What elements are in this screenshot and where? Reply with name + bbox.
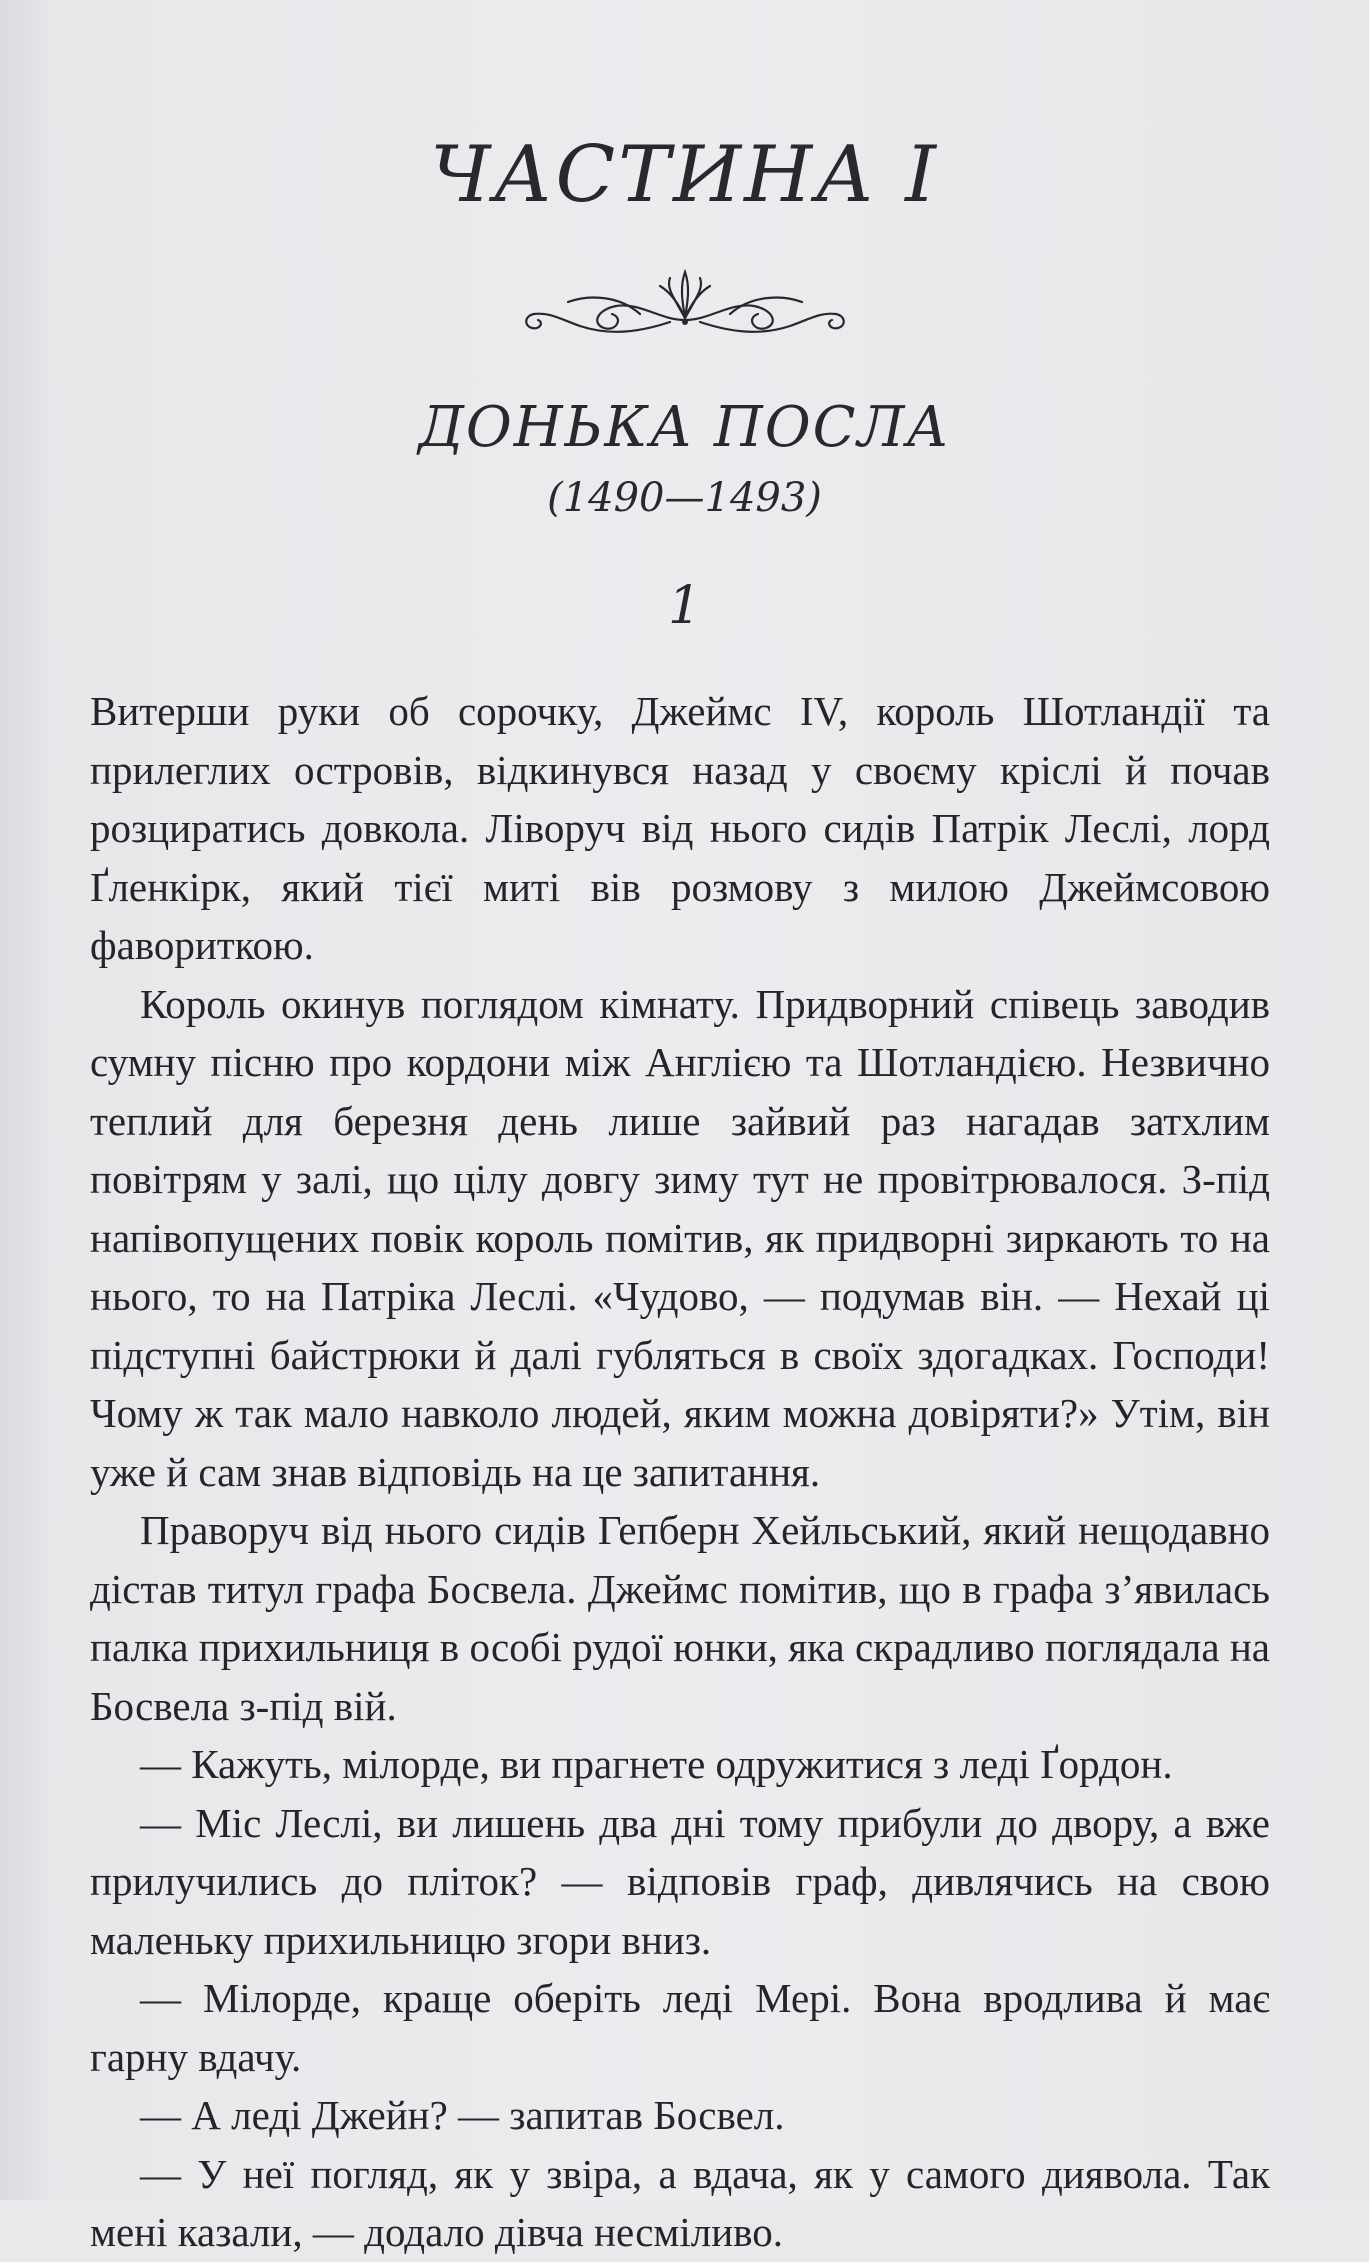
dialogue-line: — У неї погляд, як у звіра, а вдача, як у самого диявола. Так мені казали, — додало дівча несміливо. bbox=[90, 2150, 1270, 2255]
paragraph: Король окинув поглядом кімнату. Придворний співець заводив сумну пісню про кордони між Англією та Шотландією. Незвично теплий для березня день лише зайвий раз нагадав затхлим повітрям у залі, що цілу довгу зиму тут не провітрювалося. З-під напівопущених повік король помітив, як придворні зиркають то на нього, то на Патріка Леслі. «Чудово, — подумав він. — Нехай ці підступні байстрюки й далі губляться в своїх здогадках. Господи! Чому ж так мало навколо людей, яким можна довіряти?» Утім, він уже й сам знав відповідь на це запитання. bbox=[90, 980, 1270, 1495]
dialogue-line: — А леді Джейн? — запитав Босвел. bbox=[140, 2092, 785, 2138]
section-number: 1 bbox=[667, 576, 702, 636]
dialogue-line: — Міс Леслі, ви лишень два дні тому прибули до двору, а вже прилучились до пліток? — відповів граф, дивлячись на свою маленьку прихильницю згори вниз. bbox=[90, 1799, 1270, 1963]
paragraph: Витерши руки об сорочку, Джеймс IV, король Шотландії та прилеглих островів, відкинувся назад у своєму кріслі й почав розциратись довкола. Ліворуч від нього сидів Патрік Леслі, лорд Ґленкірк, який тієї миті вів розмову з милою Джеймсовою фавориткою. bbox=[90, 688, 1270, 968]
floral-divider-icon bbox=[520, 262, 850, 342]
body-text bbox=[90, 682, 1270, 2262]
chapter-years: (1490—1493) bbox=[547, 475, 822, 521]
chapter-title: ДОНЬКА ПОСЛА bbox=[418, 395, 951, 460]
paragraph: Праворуч від нього сидів Гепберн Хейльський, який нещодавно дістав титул графа Босвела. Джеймс помітив, що в графа з’явилась палка прихильниця в особі рудої юнки, яка скрадливо поглядала на Босвела з-під вій. bbox=[90, 1507, 1270, 1729]
dialogue-line: — Кажуть, мілорде, ви прагнете одружитися з леді Ґордон. bbox=[140, 1741, 1173, 1787]
part-title: ЧАСТИНА I bbox=[430, 130, 939, 220]
dialogue-line: — Мілорде, краще оберіть леді Мері. Вона вродлива й має гарну вдачу. bbox=[90, 1975, 1270, 2080]
